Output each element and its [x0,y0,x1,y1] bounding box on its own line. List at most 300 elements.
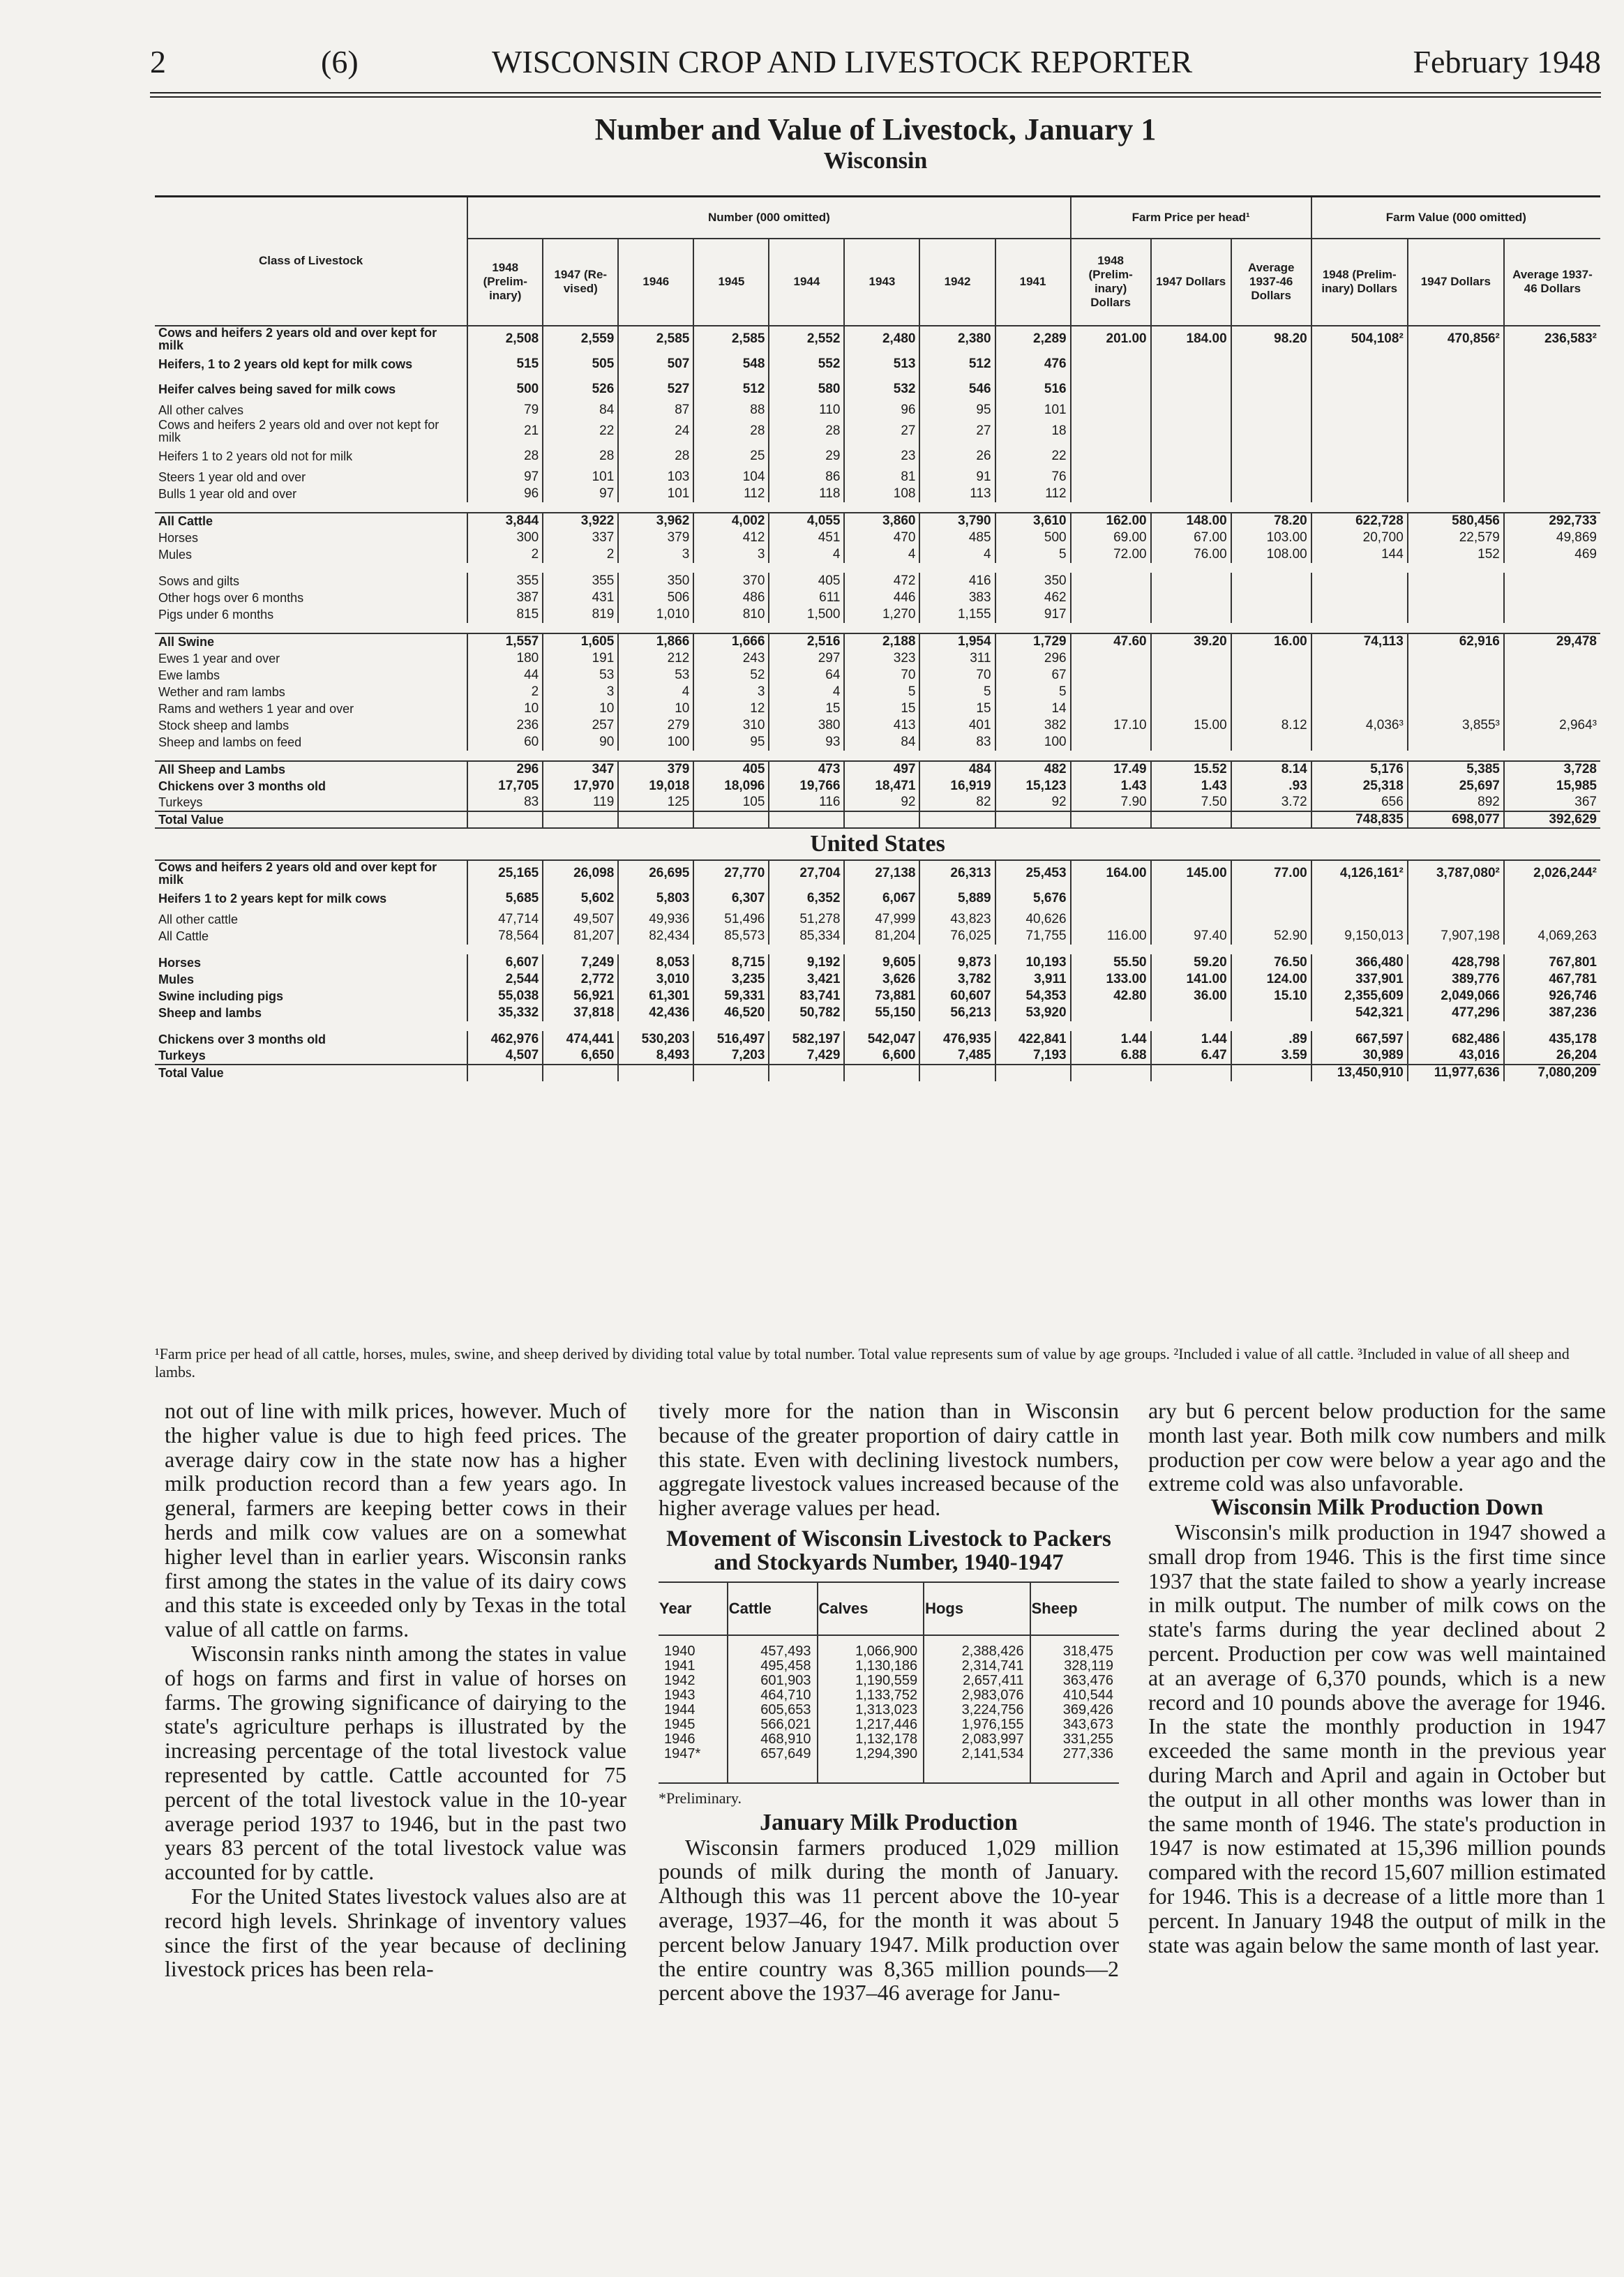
table-cell [1071,606,1151,623]
table-cell: 500 [995,529,1071,546]
table-cell: 101 [995,402,1071,419]
table-row [155,795,1600,811]
table-cell: 2,964³ [1504,717,1600,734]
table-cell [1311,589,1408,606]
movement-cell: 363,476 [1030,1674,1119,1688]
movement-cell: 464,710 [728,1688,818,1703]
milk-down-heading: Wisconsin Milk Production Down [1210,1495,1544,1521]
table-cell: 9,192 [769,954,844,971]
table-row [155,326,1600,352]
table-cell: 25 [693,444,769,469]
table-cell: 484 [919,761,995,778]
table-cell [1311,352,1408,377]
table-cell [1311,486,1408,502]
livestock-table [155,195,1600,1081]
table-cell: 505 [543,352,618,377]
table-cell: 5,803 [618,886,693,911]
table-cell: 4,036³ [1311,717,1408,734]
table-cell: 1,500 [769,606,844,623]
column-header: 1948 (Prelim-inary) Dollars [1311,239,1408,326]
table-cell: 67 [995,667,1071,684]
row-label: Sows and gilts [158,573,240,588]
table-cell [1071,589,1151,606]
table-cell: 552 [769,352,844,377]
table-cell: 462,976 [467,1031,543,1048]
table-cell: 60 [467,734,543,751]
table-cell: 5,889 [919,886,995,911]
table-cell: 431 [543,589,618,606]
table-cell: 36.00 [1151,988,1231,1005]
table-cell [1311,419,1408,444]
table-cell: 413 [844,717,919,734]
table-cell: 477,296 [1408,1005,1504,1021]
table-cell: 74,113 [1311,633,1408,650]
table-cell [1151,811,1231,828]
row-label: Steers 1 year old and over [158,469,306,484]
table-cell: 49,869 [1504,529,1600,546]
table-cell [1071,734,1151,751]
column-header: 1944 [769,239,844,326]
table-cell: 93 [769,734,844,751]
table-cell [1231,444,1311,469]
movement-cell: 1,976,155 [924,1718,1030,1732]
table-cell [1151,1065,1231,1081]
text-column-2 [659,1399,1119,2005]
table-cell: 118 [769,486,844,502]
table-cell [1231,886,1311,911]
table-cell [1311,402,1408,419]
table-cell [1408,402,1504,419]
table-cell: 3 [543,684,618,700]
table-cell: 212 [618,650,693,667]
table-cell [1071,667,1151,684]
table-cell: 3,855³ [1408,717,1504,734]
table-cell [1231,700,1311,717]
movement-header: Calves [818,1582,924,1635]
table-cell: 162.00 [1071,513,1151,529]
table-cell: 467,781 [1504,971,1600,988]
table-cell: 16,919 [919,778,995,795]
table-cell [1151,684,1231,700]
table-cell: 55.50 [1071,954,1151,971]
table-cell: 451 [769,529,844,546]
table-row [155,700,1600,717]
table-cell [1311,886,1408,911]
table-row [155,444,1600,469]
movement-cell: 495,458 [728,1659,818,1674]
header-rule [150,92,1601,93]
table-cell: 819 [543,606,618,623]
table-row [155,778,1600,795]
table-cell: 97 [467,469,543,486]
table-cell [1231,811,1311,828]
table-cell: 422,841 [995,1031,1071,1048]
table-cell: 350 [995,573,1071,589]
movement-cell: 2,314,741 [924,1659,1030,1674]
text-column-3 [1148,1399,1606,1957]
spacer-cell [155,945,1600,954]
movement-cell: 457,493 [728,1644,818,1659]
row-label: Heifer calves being saved for milk cows [158,382,396,396]
table-cell [1151,911,1231,928]
table-cell: 13,450,910 [1311,1065,1408,1081]
table-cell: 6,600 [844,1048,919,1065]
table-cell: 78,564 [467,928,543,945]
table-cell [1231,911,1311,928]
movement-cell: 2,983,076 [924,1688,1030,1703]
table-cell: 76.50 [1231,954,1311,971]
table-cell: 25,165 [467,860,543,886]
table-cell [1151,486,1231,502]
table-cell [1231,352,1311,377]
table-cell: 472 [844,573,919,589]
table-cell: 6,650 [543,1048,618,1065]
table-cell: 3,610 [995,513,1071,529]
table-cell: 546 [919,377,995,402]
table-cell [1071,444,1151,469]
table-cell [1151,667,1231,684]
table-cell: 582,197 [769,1031,844,1048]
table-cell [1408,377,1504,402]
movement-cell: 566,021 [728,1718,818,1732]
column-header: 1947 Dollars [1151,239,1231,326]
table-cell: 8,715 [693,954,769,971]
table-cell: 5,685 [467,886,543,911]
table-cell: 622,728 [1311,513,1408,529]
table-cell: 52.90 [1231,928,1311,945]
table-row [155,606,1600,623]
movement-cell: 2,388,426 [924,1644,1030,1659]
table-cell: 22,579 [1408,529,1504,546]
table-cell: 1,666 [693,633,769,650]
table-cell: 474,441 [543,1031,618,1048]
table-cell: 112 [995,486,1071,502]
class-header: Class of Livestock [155,197,467,326]
table-row [155,486,1600,502]
table-cell: 892 [1408,795,1504,811]
table-cell: 40,626 [995,911,1071,928]
col1-paragraph: Wisconsin ranks ninth among the states in value of hogs on farms and first in value of horses on farms. The growing significance of dairying to the state's agriculture perhaps is illustrated by the increasing percentage of the total livestock value represented by cattle. Cattle accounted for 75 percent of the total livestock value in the 10-year average period 1937 to 1946, but in the past two years 83 percent of the total livestock value was accounted for by cattle. [165,1640,626,1885]
table-cell: 2,585 [618,326,693,352]
table-cell [1311,444,1408,469]
movement-cell: 318,475 [1030,1644,1119,1659]
table-cell [1504,589,1600,606]
table-cell: 51,496 [693,911,769,928]
table-cell: 337 [543,529,618,546]
table-cell: 70 [844,667,919,684]
page-header [150,43,1601,85]
table-cell: 101 [543,469,618,486]
table-cell: 24 [618,419,693,444]
movement-cell: 343,673 [1030,1718,1119,1732]
table-cell: 2,585 [693,326,769,352]
table-cell [1504,486,1600,502]
table-cell: 60,607 [919,988,995,1005]
column-header: 1947 Dollars [1408,239,1504,326]
table-cell: 26,313 [919,860,995,886]
table-cell: 72.00 [1071,546,1151,563]
table-cell: 10 [543,700,618,717]
table-cell: 1.43 [1151,778,1231,795]
row-spacer [155,623,1600,633]
table-cell: 18,471 [844,778,919,795]
table-cell: 152 [1408,546,1504,563]
table-cell: 279 [618,717,693,734]
table-cell: 8.14 [1231,761,1311,778]
table-cell: 1,866 [618,633,693,650]
table-cell [1408,589,1504,606]
number-group-header: Number (000 omitted) [467,197,1070,239]
table-cell: 103 [618,469,693,486]
table-cell: 542,321 [1311,1005,1408,1021]
movement-cell: 2,657,411 [924,1674,1030,1688]
row-label: Turkeys [158,795,203,809]
table-cell: 26,204 [1504,1048,1600,1065]
table-cell: 2 [543,546,618,563]
issue-date: February 1948 [1413,44,1601,80]
value-group-header: Farm Value (000 omitted) [1311,197,1600,239]
table-row [155,971,1600,988]
movement-cell: 2,083,997 [924,1732,1030,1747]
table-cell: 49,936 [618,911,693,928]
us-section-title: United States [155,828,1600,860]
table-cell: 4 [769,684,844,700]
movement-cell: 1,294,390 [818,1747,924,1761]
table-cell [1151,444,1231,469]
table-cell [1311,650,1408,667]
table-cell: 5,676 [995,886,1071,911]
table-cell [1311,911,1408,928]
table-cell: 86 [769,469,844,486]
table-cell [1231,377,1311,402]
row-spacer [155,563,1600,573]
table-row [155,1048,1600,1065]
movement-cell: 2,141,534 [924,1747,1030,1761]
table-cell: 435,178 [1504,1031,1600,1048]
table-cell: 85,334 [769,928,844,945]
table-cell: 3,962 [618,513,693,529]
publication-title: WISCONSIN CROP AND LIVESTOCK REPORTER [492,44,1193,80]
table-cell [995,1065,1071,1081]
table-cell [1071,684,1151,700]
table-cell: 76,025 [919,928,995,945]
table-cell: 28 [467,444,543,469]
table-row [155,513,1600,529]
table-cell [1504,419,1600,444]
table-cell [1311,684,1408,700]
table-row [155,761,1600,778]
table-row [155,573,1600,589]
table-cell: 507 [618,352,693,377]
table-cell: 526 [543,377,618,402]
table-cell: 405 [769,573,844,589]
table-cell: 70 [919,667,995,684]
table-cell [1311,377,1408,402]
table-cell [1504,886,1600,911]
table-cell: 184.00 [1151,326,1231,352]
movement-row [659,1747,1119,1761]
table-cell: 2,049,066 [1408,988,1504,1005]
table-cell [1231,589,1311,606]
table-cell: 698,077 [1408,811,1504,828]
table-cell: 347 [543,761,618,778]
table-cell: 110 [769,402,844,419]
table-cell [1408,352,1504,377]
table-cell: 580 [769,377,844,402]
table-cell: 10 [467,700,543,717]
table-row [155,650,1600,667]
table-cell: 26,098 [543,860,618,886]
table-cell: 1,605 [543,633,618,650]
table-cell: 412 [693,529,769,546]
table-cell [1071,1065,1151,1081]
movement-row [659,1703,1119,1718]
table-cell: 10,193 [995,954,1071,971]
table-cell [1408,667,1504,684]
table-cell: 116 [769,795,844,811]
table-cell: 23 [844,444,919,469]
table-cell: 236,583² [1504,326,1600,352]
table-cell: 6.88 [1071,1048,1151,1065]
table-cell [1408,684,1504,700]
table-cell: 29 [769,444,844,469]
table-cell: 52 [693,667,769,684]
table-cell: 95 [693,734,769,751]
table-cell [467,1065,543,1081]
column-header: 1948 (Prelim-inary) [467,239,543,326]
table-cell [1071,419,1151,444]
table-cell: 7,203 [693,1048,769,1065]
movement-row [659,1718,1119,1732]
table-cell: 141.00 [1151,971,1231,988]
table-cell: 387 [467,589,543,606]
table-cell: 47,999 [844,911,919,928]
table-cell [1231,650,1311,667]
table-cell: 22 [995,444,1071,469]
table-cell: 113 [919,486,995,502]
table-cell: 55,038 [467,988,543,1005]
table-cell: 2,552 [769,326,844,352]
table-row [155,717,1600,734]
table-cell: 51,278 [769,911,844,928]
table-cell: 100 [618,734,693,751]
table-cell [1071,402,1151,419]
table-cell [844,1065,919,1081]
table-cell: 83 [919,734,995,751]
table-cell: 392,629 [1504,811,1600,828]
table-cell: 504,108² [1311,326,1408,352]
table-cell: 292,733 [1504,513,1600,529]
table-cell: 62,916 [1408,633,1504,650]
table-cell: 926,746 [1504,988,1600,1005]
table-cell: 20,700 [1311,529,1408,546]
table-cell: 125 [618,795,693,811]
table-cell: 144 [1311,546,1408,563]
table-cell: 85,573 [693,928,769,945]
table-cell: 59,331 [693,988,769,1005]
table-cell: 21 [467,419,543,444]
table-cell: 4,002 [693,513,769,529]
table-cell: 7,485 [919,1048,995,1065]
table-row [155,589,1600,606]
table-cell [1231,1065,1311,1081]
table-cell: 2,772 [543,971,618,988]
row-label: Horses [158,530,199,545]
table-row [155,377,1600,402]
table-cell: 78.20 [1231,513,1311,529]
table-cell: 580,456 [1408,513,1504,529]
table-cell: 30,989 [1311,1048,1408,1065]
movement-cell: 328,119 [1030,1659,1119,1674]
table-cell: 82,434 [618,928,693,945]
table-cell: 53 [543,667,618,684]
movement-cell: 1,190,559 [818,1674,924,1688]
table-cell: 6,307 [693,886,769,911]
spacer-cell [924,1761,1030,1783]
table-cell: 2,516 [769,633,844,650]
table-cell: 9,150,013 [1311,928,1408,945]
table-row [155,1065,1600,1081]
table-cell: 682,486 [1408,1031,1504,1048]
table-cell: 50,782 [769,1005,844,1021]
table-cell [1071,352,1151,377]
row-label: Cows and heifers 2 years old and over kept for milk [158,859,437,886]
table-cell: 236 [467,717,543,734]
table-cell: 15 [769,700,844,717]
table-row [155,529,1600,546]
table-cell [1504,377,1600,402]
spacer-cell [155,502,1600,513]
table-cell [1231,734,1311,751]
table-cell: 513 [844,352,919,377]
table-cell: 512 [693,377,769,402]
table-cell: 8,053 [618,954,693,971]
table-cell: 355 [467,573,543,589]
table-cell: 15.52 [1151,761,1231,778]
section-number: (6) [321,44,359,80]
column-header: Average 1937-46 Dollars [1231,239,1311,326]
table-cell [1151,734,1231,751]
table-cell: 69.00 [1071,529,1151,546]
movement-cell: 369,426 [1030,1703,1119,1718]
col1-paragraph: not out of line with milk prices, however. Much of the higher value is due to high feed prices. The average dairy cow in the state now has a higher milk production record than a few years ago. In general, farmers are keeping better cows in their herds and milk cow values are on a somewhat higher level than in earlier years. Wisconsin ranks first among the states in the value of its dairy cows and this state is exceeded only by Texas in the total value of all cattle on farms. [165,1398,626,1642]
table-cell: 383 [919,589,995,606]
table-cell: 92 [995,795,1071,811]
table-row [155,1005,1600,1021]
movement-row [659,1732,1119,1747]
spacer-cell [155,751,1600,761]
row-label: Stock sheep and lambs [158,718,290,732]
table-cell: 8,493 [618,1048,693,1065]
table-cell: 15 [844,700,919,717]
table-cell [1231,419,1311,444]
row-label: Chickens over 3 months old [158,779,326,793]
table-cell [1311,573,1408,589]
table-cell: 4,126,161² [1311,860,1408,886]
table-cell [844,811,919,828]
movement-cell: 1,217,446 [818,1718,924,1732]
table-cell: 148.00 [1151,513,1231,529]
table-cell: 15.00 [1151,717,1231,734]
table-cell: 55,150 [844,1005,919,1021]
table-cell: .89 [1231,1031,1311,1048]
table-cell [1311,667,1408,684]
table-cell [1408,700,1504,717]
table-cell: 25,453 [995,860,1071,886]
table-cell: 512 [919,352,995,377]
table-cell [1408,734,1504,751]
table-cell: 5,176 [1311,761,1408,778]
